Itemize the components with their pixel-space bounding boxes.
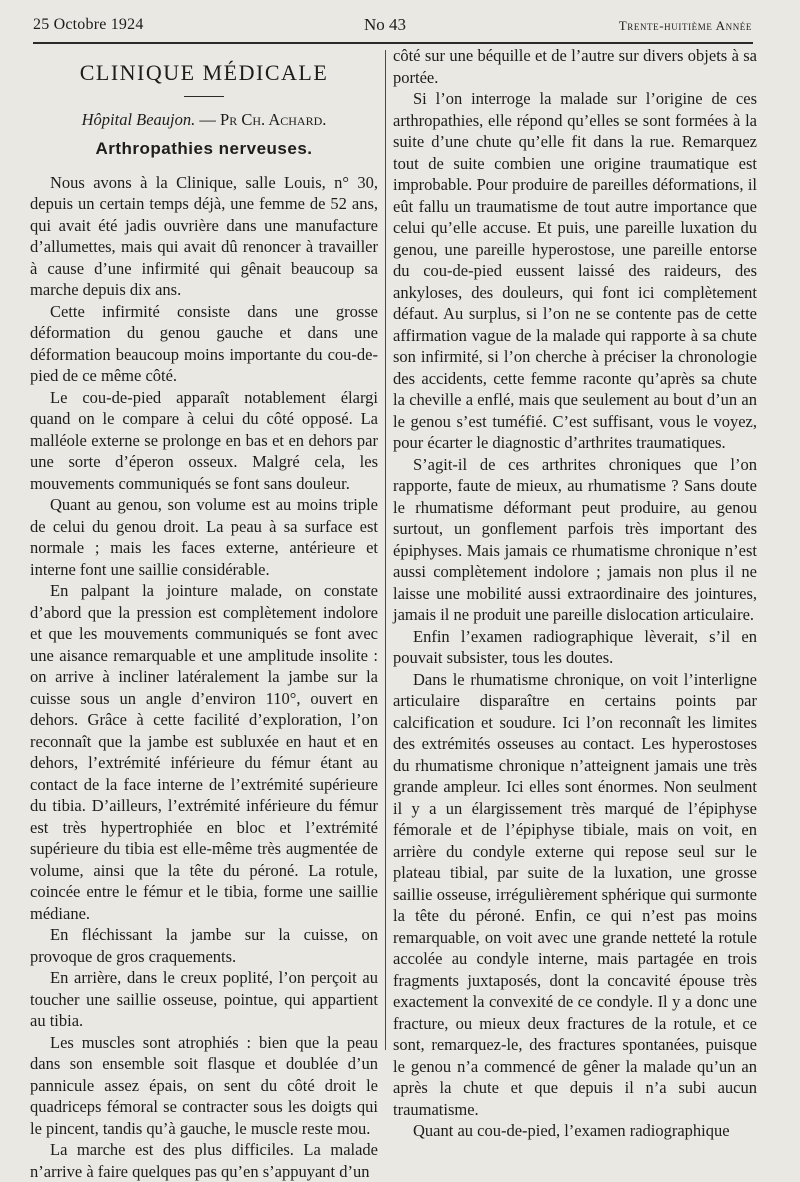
left-paragraph: Cette infirmité consiste dans une grosse déformation du genou gauche et dans une déformation beaucoup moins importante du cou-de-pied de ce même côté. [30, 301, 378, 387]
article-byline [30, 109, 378, 131]
page-header [0, 0, 800, 44]
left-paragraph: En arrière, dans le creux poplité, l’on perçoit au toucher une saillie osseuse, pointue, qui appartient au tibia. [30, 967, 378, 1032]
title-rule [184, 96, 224, 97]
left-paragraph: En palpant la jointure malade, on constate d’abord que la pression est complètement indolore et que les mouvements communiqués se font avec une aisance remarquable et une amplitude insolite : on arrive à incliner latéralement la jambe sur la cuisse sous un angle d’environ 110°, ouvert en dehors. Grâce à cette facilité d’exploration, l’on reconnaît que la jambe est subluxée en haut et en dehors, l’extrémité inférieure du fémur étant au contact de la face interne de l’extrémité supérieure du tibia. D’ailleurs, l’extrémité inférieure du fémur est très hypertrophiée en bloc et l’extrémité supérieure du tibia est elle-même très augmentée de volume, ainsi que la tête du péroné. La rotule, coincée entre le fémur et le tibia, forme une saillie médiane. [30, 580, 378, 924]
right-paragraph: Enfin l’examen radiographique lèverait, s’il en pouvait subsister, tous les doutes. [393, 626, 757, 669]
left-paragraph: En fléchissant la jambe sur la cuisse, on provoque de gros craquements. [30, 924, 378, 967]
right-column [393, 45, 757, 1142]
right-paragraphs [393, 88, 757, 1142]
right-paragraph: Si l’on interroge la malade sur l’origine de ces arthropathies, elle répond qu’elles se sont formées à la suite d’une chute qu’elle fit dans la rue. Remarquez tout de suite combien une origine traumatique est improbable. Pour produire de pareilles déformations, il eût fallu un traumatisme de tout autre importance que celui qu’elle accuse. Et puis, une pareille luxation du genou, une pareille hyperostose, une pareille entorse du cou-de-pied eussent laissé des raideurs, des ankyloses, des douleurs, qui font ici complètement défaut. Au surplus, si l’on ne se contente pas de cette affirmation vague de la malade qui rapporte à sa chute son infirmité, si l’on cherche à préciser la chronologie des accidents, cette femme raconte qu’après sa chute la cheville a enflé, mais que seulement au bout d’un an le genou s’est tuméfié. C’est suffisant, vous le voyez, pour écarter le diagnostic d’arthrites traumatiques. [393, 88, 757, 454]
paragraph-continuation: côté sur une béquille et de l’autre sur divers objets à sa portée. [393, 45, 757, 88]
left-paragraph: Les muscles sont atrophiés : bien que la peau dans son ensemble soit flasque et doublée d’un pannicule assez épais, on sent du côté droit le quadriceps fémoral se contracter sous les doigts qui le pincent, tandis qu’à gauche, le muscle reste mou. [30, 1032, 378, 1140]
byline-separator: — [195, 110, 220, 129]
right-paragraph: Quant au cou-de-pied, l’examen radiographique [393, 1120, 757, 1142]
left-column [30, 54, 378, 1182]
column-rule [385, 50, 386, 1050]
right-paragraph: S’agit-il de ces arthrites chroniques que l’on rapporte, faute de mieux, au rhumatisme ? Sans doute le rhumatisme déformant peut produire, au genou surtout, un gonflement parfois très important des épiphyses. Mais jamais ce rhumatisme chronique n’est aussi complètement indolore ; jamais non plus il ne laisse une mobilité aussi extraordinaire des jointures, jamais il ne produit une pareille dislocation articulaire. [393, 454, 757, 626]
left-paragraph: Le cou-de-pied apparaît notablement élargi quand on le compare à celui du côté opposé. La malléole externe se prolonge en bas et en dehors par une sorte d’éperon osseux. Malgré cela, les mouvements communiqués se font sans douleur. [30, 387, 378, 495]
article-title: Arthropathies nerveuses. [30, 138, 378, 160]
left-paragraph: Nous avons à la Clinique, salle Louis, n° 30, depuis un certain temps déjà, une femme de 52 ans, qui avait été jadis ouvrière dans une manufacture d’allumettes, mais qui avait dû renoncer à travailler à cause d’une infirmité qui gênait beaucoup sa marche depuis dix ans. [30, 172, 378, 301]
header-divider [33, 42, 753, 44]
year-label: Trente-huitième Année [619, 18, 752, 34]
author-name: Pr Ch. Achard. [220, 110, 326, 129]
issue-date: 25 Octobre 1924 [33, 16, 144, 34]
left-paragraph: La marche est des plus difficiles. La malade n’arrive à faire quelques pas qu’en s’appuyant d’un [30, 1139, 378, 1182]
left-paragraphs [30, 172, 378, 1182]
section-title: CLINIQUE MÉDICALE [30, 62, 378, 84]
issue-number: No 43 [364, 15, 406, 35]
left-paragraph: Quant au genou, son volume est au moins triple de celui du genou droit. La peau à sa surface est normale ; mais les faces externe, antérieure et interne font une saillie considérable. [30, 494, 378, 580]
hospital-name: Hôpital Beaujon. [82, 110, 196, 129]
right-paragraph: Dans le rhumatisme chronique, on voit l’interligne articulaire disparaître en certains points par calcification et soudure. Ici l’on reconnaît les limites des extrémités osseuses au contact. Les hyperostoses du rhumatisme chronique n’atteignent jamais une très grande ampleur. Ici elles sont énormes. Non seulment il y a un élargissement très marqué de l’épiphyse fémorale et de l’épiphyse tibiale, mais on voit, en arrière du condyle externe qui repose seul sur le plateau tibial, par suite de la luxation, une grosse saillie osseuse, irrégulièrement sphérique qui surmonte la tête du péroné. Enfin, ce qui n’est pas moins remarquable, on voit avec une grande netteté la rotule accolée au condyle interne, mais partagée en trois fragments juxtaposés, dont la concavité épouse très exactement la convexité de ce condyle. Il y a donc une fracture, ou mieux deux fractures de la rotule, et ce sont, remarquez-le, des fractures spontanées, puisque le genou n’a commencé de gêner la malade qu’un an après la chute et que depuis il n’a subi aucun traumatisme. [393, 669, 757, 1121]
